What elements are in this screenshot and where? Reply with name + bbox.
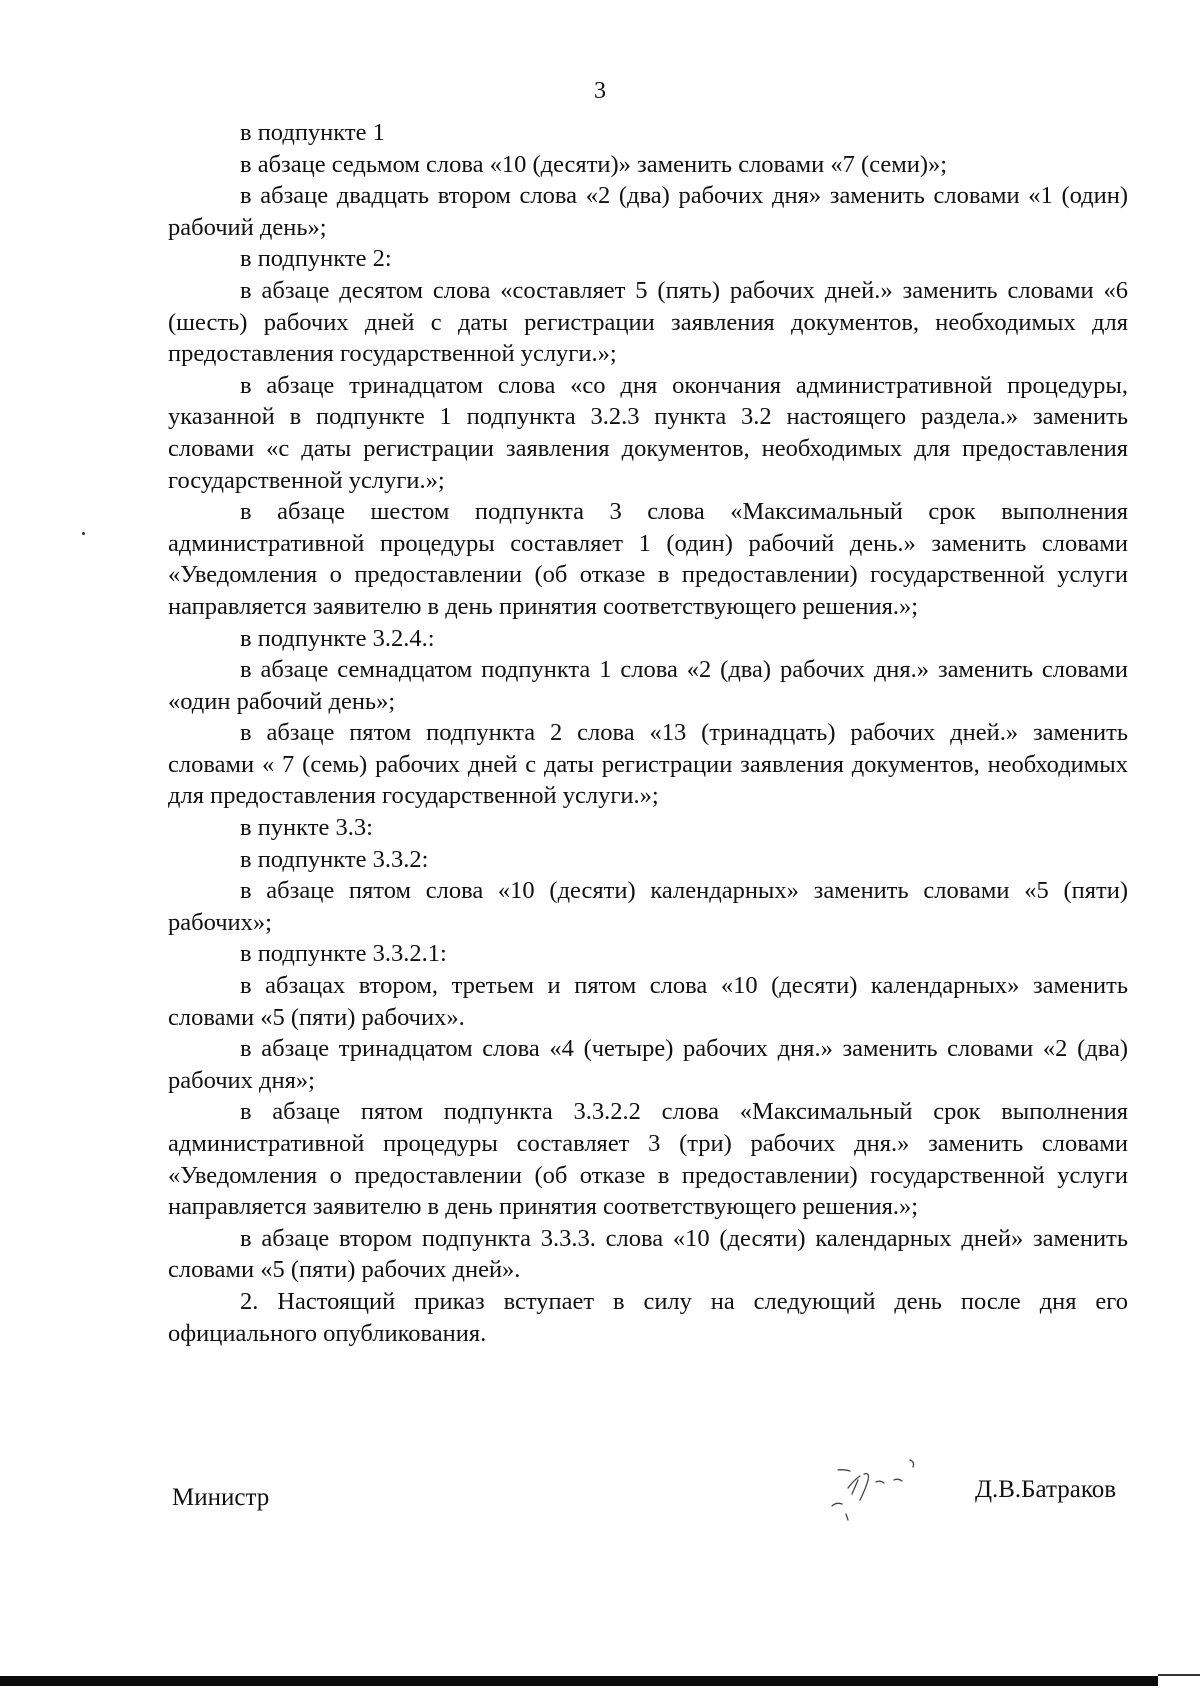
paragraph: в абзаце седьмом слова «10 (десяти)» заменить словами «7 (семи)»; [240, 150, 948, 178]
signatory-name: Д.В.Батраков [974, 1476, 1116, 1503]
paragraph: в пункте 3.3: [240, 814, 373, 842]
paragraph: в абзацах втором, третьем и пятом слова «10 (десяти) календарных» заменить словами «5 (пяти) рабочих». [168, 972, 1128, 1031]
paragraph: в абзаце тринадцатом слова «со дня окончания административной процедуры, указанной в подпункте 1 подпункта 3.2.3 пункта 3.2 настоящего раздела.» заменить словами «с даты регистрации заявления документов, необходимых для предоставления государственной услуги.»; [168, 371, 1128, 494]
signature-block [168, 1476, 1128, 1524]
paragraph: в подпункте 3.3.2.1: [240, 940, 447, 968]
scan-edge-bar [0, 1676, 1158, 1686]
paragraph: в абзаце пятом слова «10 (десяти) календарных» заменить словами «5 (пяти) рабочих»; [168, 877, 1128, 936]
paragraph: в абзаце шестом подпункта 3 слова «Максимальный срок выполнения административной процедуры составляет 1 (один) рабочий день.» заменить словами «Уведомления о предоставлении (об отказе в предоставлении) государственной услуги направляется заявителю в день принятия соответствующего решения.»; [168, 498, 1128, 620]
paragraph: 2. Настоящий приказ вступает в силу на следующий день после дня его официального опубликования. [168, 1287, 1128, 1347]
paragraph: в абзаце пятом подпункта 2 слова «13 (тринадцать) рабочих дней.» заменить словами « 7 (семь) рабочих дней с даты регистрации заявления документов, необходимых для предоставления государственной услуги.»; [168, 719, 1128, 810]
paragraph: в подпункте 3.3.2: [240, 845, 429, 873]
scan-speck [82, 532, 85, 535]
paragraph: в абзаце пятом подпункта 3.3.2.2 слова «Максимальный срок выполнения административной процедуры составляет 3 (три) рабочих дня.» заменить словами «Уведомления о предоставлении (об отказе в предоставлении) государственной услуги направляется заявителю в день принятия соответствующего решения.»; [168, 1098, 1128, 1221]
paragraph: в абзаце втором подпункта 3.3.3. слова «10 (десяти) календарных дней» заменить словами «5 (пяти) рабочих дней». [168, 1224, 1128, 1284]
page-number: 3 [594, 78, 606, 104]
paragraph: в абзаце двадцать втором слова «2 (два) рабочих дня» заменить словами «1 (один) рабочий день»; [168, 182, 1128, 241]
paragraph: в подпункте 1 [240, 119, 385, 146]
scan-edge-line [1158, 1674, 1200, 1676]
paragraph: в абзаце десятом слова «составляет 5 (пять) рабочих дней.» заменить словами «6 (шесть) рабочих дней с даты регистрации заявления документов, необходимых для предоставления государственной услуги.»; [168, 276, 1128, 368]
document-body [168, 117, 1128, 1349]
paragraph: в абзаце тринадцатом слова «4 (четыре) рабочих дня.» заменить словами «2 (два) рабочих дня»; [168, 1035, 1128, 1094]
paragraph: в подпункте 3.2.4.: [240, 624, 435, 652]
signatory-title: Министр [172, 1484, 270, 1511]
paragraph: в подпункте 2: [240, 245, 392, 273]
paragraph: в абзаце семнадцатом подпункта 1 слова «2 (два) рабочих дня.» заменить словами «один рабочий день»; [168, 656, 1128, 715]
